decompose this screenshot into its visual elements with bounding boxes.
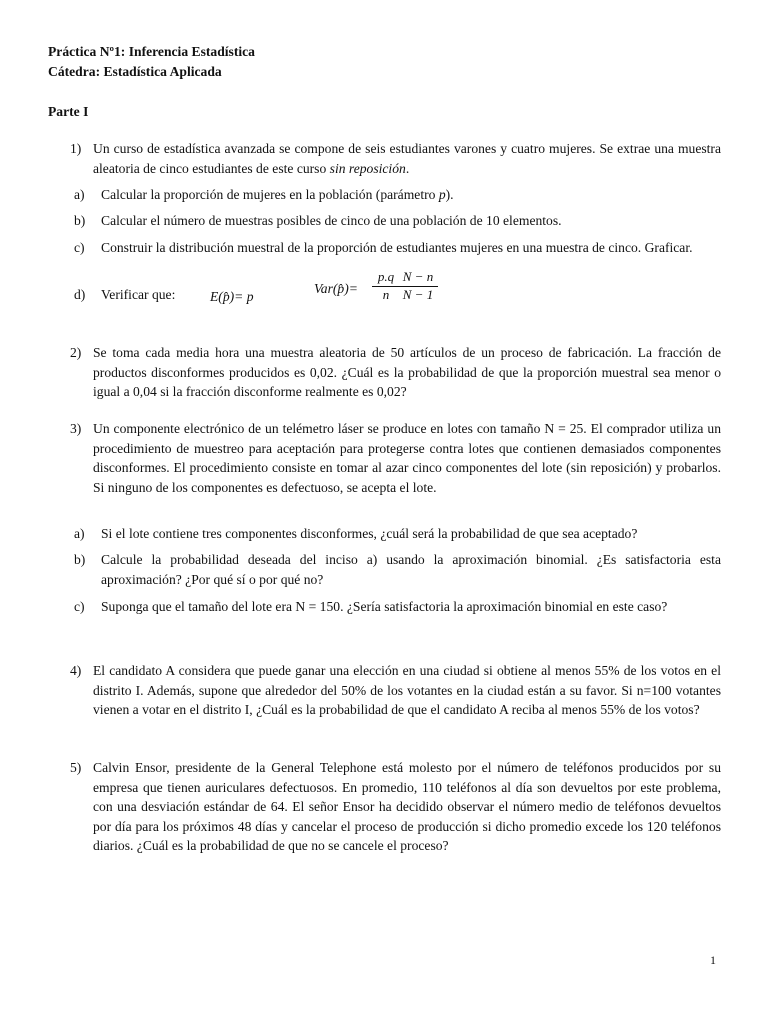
question-5-text: Calvin Ensor, presidente de la General Telephone está molesto por el número de teléfonos producidos por su empresa que tienen auriculares defectuosos. En promedio, 110 teléfonos al día son devueltos por este problema, con una desviación estándar de 64. El señor Ensor ha decidido observar el número medio de teléfonos devueltos por día para los próximos 48 días y cancelar el proceso de producción si dicho promedio excede los 120 teléfonos diarios. ¿Cuál es la probabilidad de que no se cancele el proceso? [93,760,721,854]
expectation-formula: E(p̂)= p [210,289,254,304]
question-1b-label: b) [74,213,86,228]
question-2-text: Se toma cada media hora una muestra aleatoria de 50 artículos de un proceso de fabricación. La fracción de productos disconformes producidos es 0,02. ¿Cuál es la probabilidad de que la proporción muestral sea menor o igual a 0,04 si la fracción disconforme realmente es 0,02? [93,345,721,400]
question-1-number: 1) [70,141,82,156]
question-1d-label: d) [74,287,86,302]
variance-formula-lhs: Var(p̂)= [314,281,358,296]
document-title: Práctica Nº1: Inferencia Estadística [48,44,255,59]
question-1a-label: a) [74,187,85,202]
document-subtitle: Cátedra: Estadística Aplicada [48,64,222,79]
question-1c-label: c) [74,240,85,255]
question-3b-text: Calcule la probabilidad deseada del inciso a) usando la aproximación binomial. ¿Es satisfactoria esta aproximación? ¿Por qué sí o por qué no? [101,552,721,587]
section-heading: Parte I [48,104,89,119]
question-3a-text: Si el lote contiene tres componentes disconformes, ¿cuál será la probabilidad de que sea aceptado? [101,526,638,541]
variance-fraction-2: $\frac{N - n}{N - 1}$ [398,269,438,303]
question-1c-text: Construir la distribución muestral de la proporción de estudiantes mujeres en una muestra de cinco. Graficar. [101,240,693,255]
question-4-number: 4) [70,663,82,678]
variance-fraction-1: $\frac{p.q}{n}$ [372,269,400,303]
question-1d-text: Verificar que: [101,287,176,302]
question-1-text: Un curso de estadística avanzada se compone de seis estudiantes varones y cuatro mujeres. Se extrae una muestra aleatoria de cinco estudiantes de este curso sin reposición. [93,141,721,176]
question-3-text: Un componente electrónico de un telémetro láser se produce en lotes con tamaño N = 25. El comprador utiliza un procedimiento de muestreo para aceptación para protegerse contra lotes que contienen demasiados componentes disconformes. El procedimiento consiste en tomar al azar cinco componentes del lote (sin reposición) y probarlos. Si ninguno de los componentes es defectuoso, se acepta el lote. [93,421,721,495]
question-2-number: 2) [70,345,82,360]
question-3c-text: Suponga que el tamaño del lote era N = 150. ¿Sería satisfactoria la aproximación binomial en este caso? [101,599,668,614]
question-1a-text: Calcular la proporción de mujeres en la población (parámetro p). [101,187,454,202]
question-3c-label: c) [74,599,85,614]
question-3a-label: a) [74,526,85,541]
question-4-text: El candidato A considera que puede ganar una elección en una ciudad si obtiene al menos 55% de los votos en el distrito I. Además, supone que alrededor del 50% de los votantes en la ciudad están a su favor. Si n=100 votantes vienen a votar en el distrito I, ¿Cuál es la probabilidad de que el candidato A reciba al menos 55% de los votos? [93,663,721,718]
question-3-number: 3) [70,421,82,436]
page-number: 1 [710,953,716,967]
question-1b-text: Calcular el número de muestras posibles de cinco de una población de 10 elementos. [101,213,562,228]
emphasis-text: sin reposición [329,160,406,176]
question-5-number: 5) [70,760,82,775]
question-3b-label: b) [74,552,86,567]
